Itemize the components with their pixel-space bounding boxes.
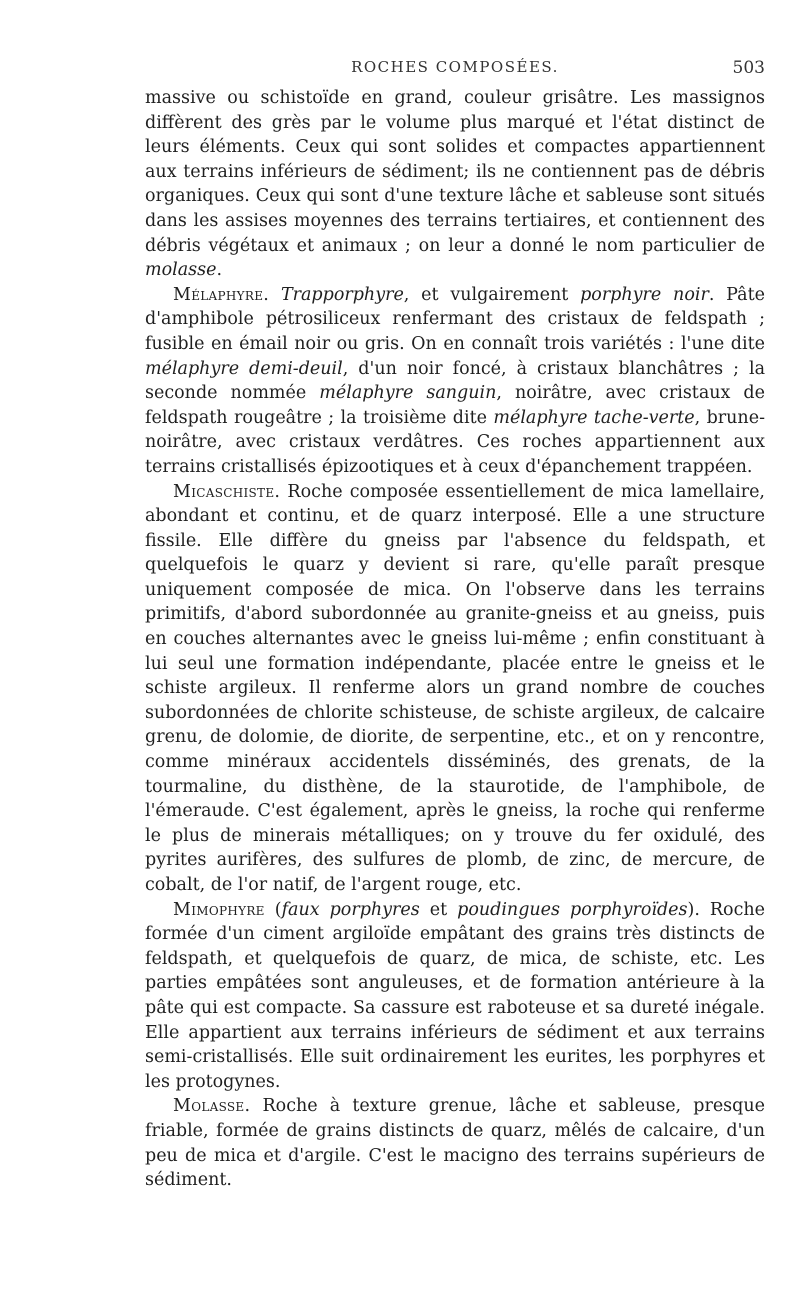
entry-term: Mimophyre — [173, 899, 265, 920]
entry-term: Micaschiste. — [173, 481, 281, 502]
entry-micaschiste: Micaschiste. Roche composée essentiellement de mica lamellaire, abondant et continu, et de quarz interposé. Elle a une structure fissile. Elle diffère du gneiss par l'absence du feldspath, et quelquefois le quarz y devient si rare, qu'elle paraît presque uniquement composée de mica. On l'observe dans les terrains primitifs, d'abord subordonnée au granite-gneiss et au gneiss, puis en couches alternantes avec le gneiss lui-même ; enfin constituant à lui seul une formation indépendante, placée entre le gneiss et le schiste argileux. Il renferme alors un grand nombre de couches subordonnées de chlorite schisteuse, de schiste argileux, de calcaire grenu, de dolomie, de diorite, de serpentine, etc., et on y rencontre, comme minéraux accidentels disséminés, des grenats, de la tourmaline, du disthène, de la staurotide, de l'amphibole, de l'émeraude. C'est également, après le gneiss, la roche qui renferme le plus de minerais métalliques; on y trouve du fer oxidulé, des pyrites aurifères, des sulfures de plomb, de zinc, de mercure, de cobalt, de l'or natif, de l'argent rouge, etc. — [145, 481, 765, 895]
entry-term: Molasse. — [173, 1096, 251, 1117]
entry-melaphyre: Mélaphyre. Trapporphyre, et vulgairement porphyre noir. Pâte d'amphibole pétrosiliceux renfermant des cristaux de feldspath ; fusible en émail noir ou gris. On en connaît trois variétés : l'une dite mélaphyre demi-deuil, d'un noir foncé, à cristaux blanchâtres ; la seconde nommée mélaphyre sanguin, noirâtre, avec cristaux de feldspath rougeâtre ; la troisième dite mélaphyre tache-verte, brune-noirâtre, avec cristaux verdâtres. Ces roches appartiennent aux terrains cristallisés épizootiques et à ceux d'épanchement trappéen. — [145, 284, 765, 477]
paragraph-massignos: massive ou schistoïde en grand, couleur grisâtre. Les massignos diffèrent des grès par le volume plus marqué et l'état distinct de leurs éléments. Ceux qui sont solides et compactes appartiennent aux terrains inférieurs de sédiment; ils ne contiennent pas de débris organiques. Ceux qui sont d'une texture lâche et sableuse sont situés dans les assises moyennes des terrains tertiaires, et contiennent des débris végétaux et animaux ; on leur a donné le nom particulier de molasse. — [145, 88, 765, 281]
entry-term: Mélaphyre. — [173, 284, 270, 305]
page-header — [145, 58, 765, 84]
body-text — [145, 86, 765, 1193]
entry-molasse: Molasse. Roche à texture grenue, lâche et sableuse, presque friable, formée de grains distincts de quarz, mêlés de calcaire, d'un peu de mica et d'argile. C'est le macigno des terrains supérieurs de sédiment. — [145, 1096, 765, 1191]
entry-mimophyre: Mimophyre (faux porphyres et poudingues porphyroïdes). Roche formée d'un ciment argiloïde empâtant des grains très distincts de feldspath, et quelquefois de quarz, de mica, de schiste, etc. Les parties empâtées sont anguleuses, et de formation antérieure à la pâte qui est compacte. Sa cassure est raboteuse et sa dureté inégale. Elle appartient aux terrains inférieurs de sédiment et aux terrains semi-cristallisés. Elle suit ordinairement les eurites, les porphyres et les protogynes. — [145, 899, 766, 1092]
page-number: 503 — [732, 58, 765, 78]
running-title: ROCHES COMPOSÉES. — [351, 58, 559, 76]
